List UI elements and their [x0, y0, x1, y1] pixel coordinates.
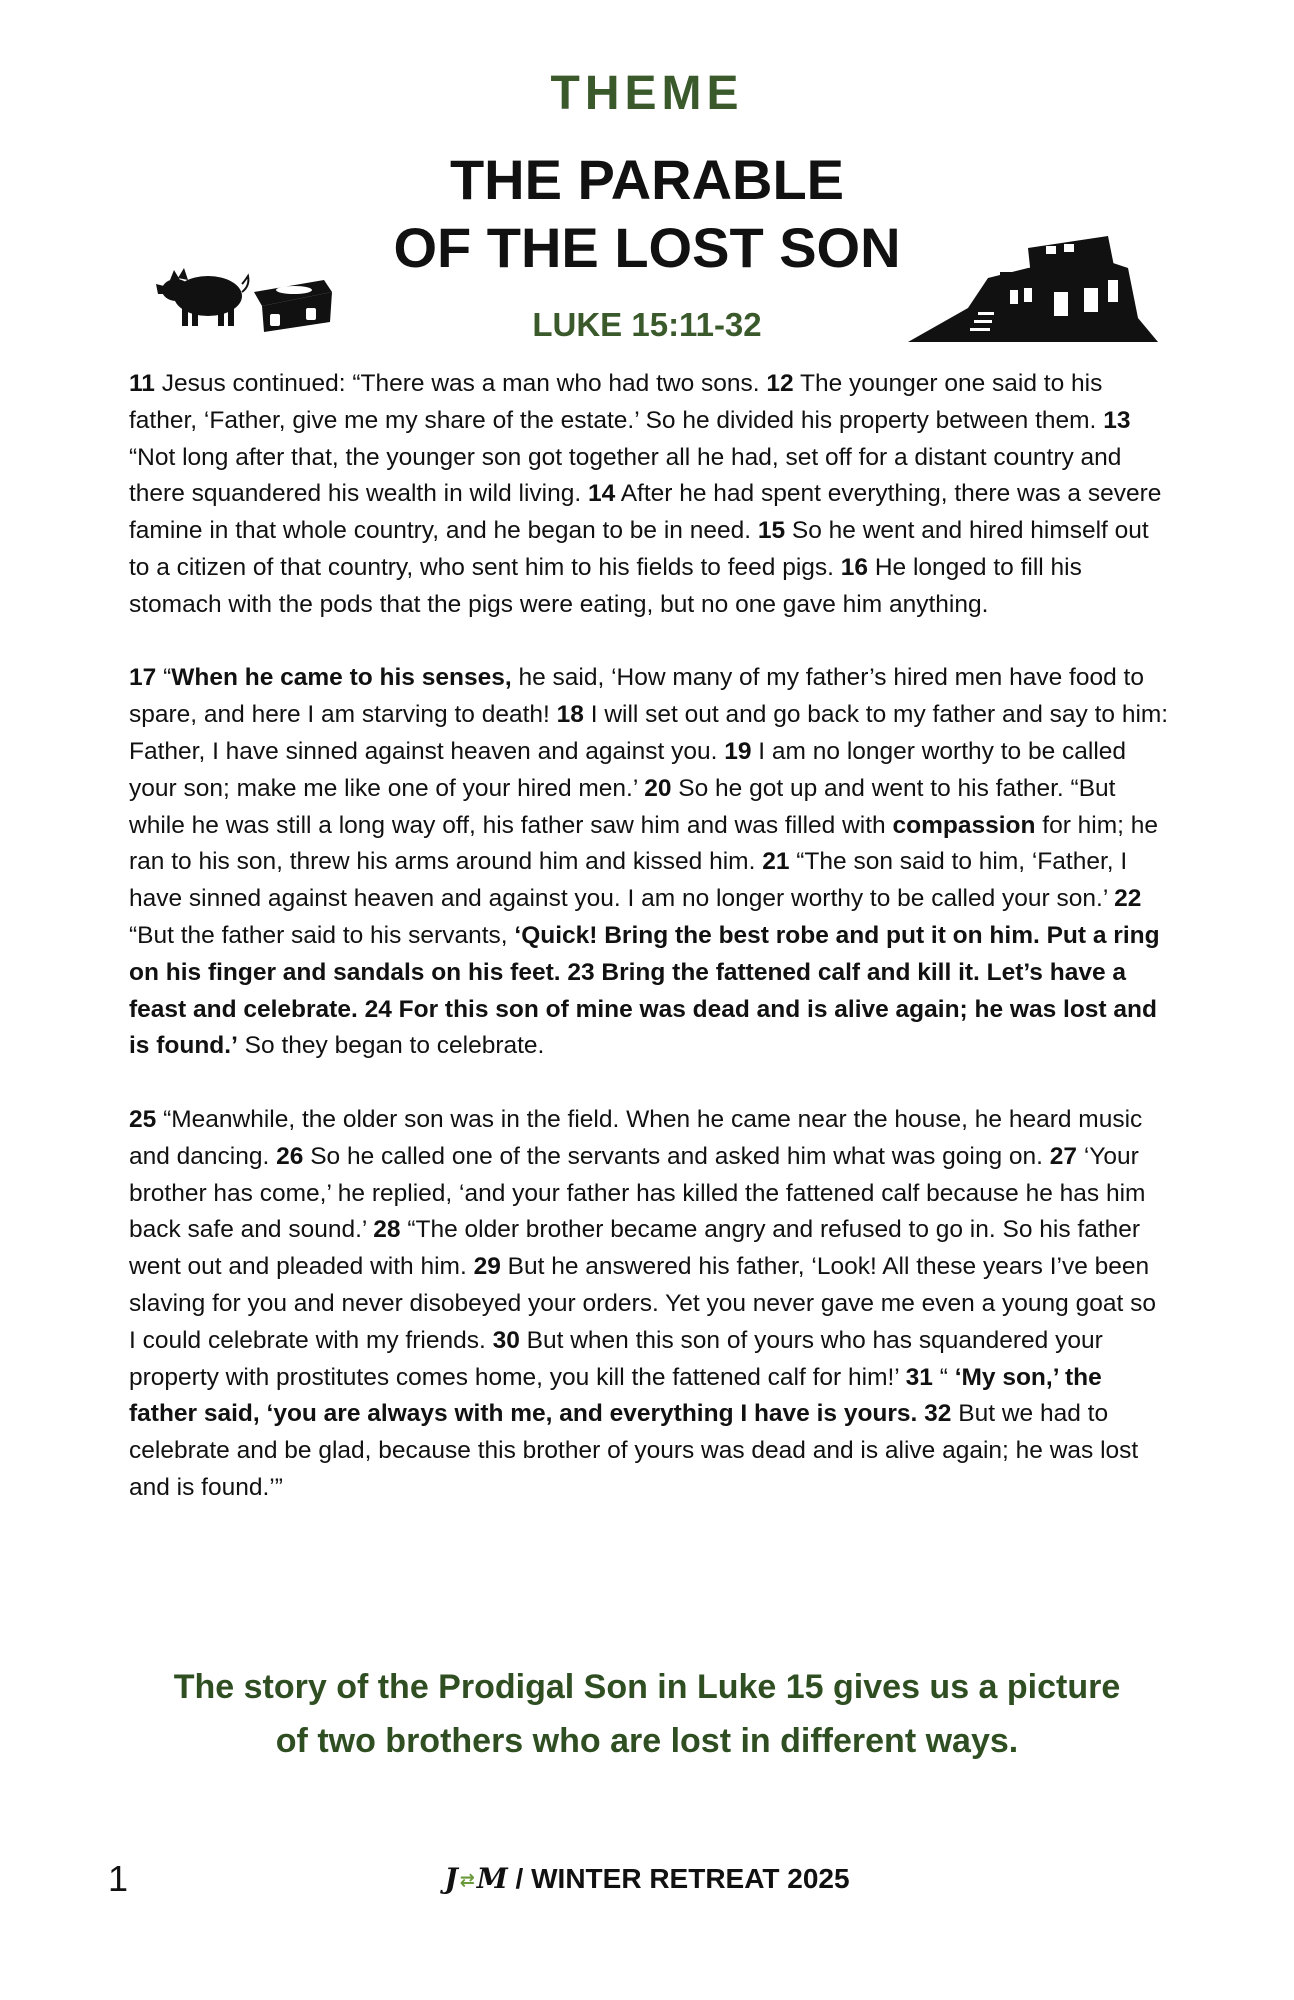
verse-text: The younger one said to his father, ‘Father, give me my share of the estate.’ So he divided his property between them. — [129, 370, 1104, 434]
verse-text: He longed to fill his stomach with the pods that the pigs were eating, but no one gave him anything. — [129, 553, 1082, 618]
verse-number: 30 — [492, 1326, 520, 1354]
verse-text: But we had to celebrate and be glad, because this brother of yours was dead and is alive again; he was lost and is found.’” — [129, 1400, 1139, 1501]
verse-text: So he got up and went to his father. “But while he was still a long way off, his father saw him and was filled with — [129, 774, 1116, 839]
verse-text: “The son said to him, ‘Father, I have sinned against heaven and against you. I am no longer worthy to be called your son.’ — [129, 848, 1128, 913]
title-line-2: OF THE LOST SON — [393, 216, 901, 279]
logo-m: M — [476, 1862, 508, 1895]
verse-number: 28 — [373, 1216, 401, 1244]
verse-number: 16 — [840, 553, 869, 581]
verse-number: 21 — [762, 848, 790, 876]
verse-text: But he answered his father, ‘Look! All these years I’ve been slaving for you and never disobeyed your orders. Yet you never gave me even a young goat so I could celebrate with my friends. — [129, 1253, 1156, 1354]
pig-and-trough-icon — [156, 262, 332, 332]
house-icon — [908, 228, 1158, 344]
emphasis-text: When he came to his senses, — [171, 664, 512, 692]
page-header — [0, 0, 1294, 360]
verse-text: ‘Your brother has come,’ he replied, ‘and your father has killed the fattened calf because he has him back safe and sound.’ — [129, 1142, 1146, 1244]
verse-number: 31 — [905, 1363, 933, 1391]
verse-text: So he called one of the servants and asked him what was going on. — [303, 1142, 1050, 1170]
page-footer — [0, 1862, 1294, 1895]
emphasis-text: compassion — [892, 811, 1036, 839]
verse-number: 12 — [766, 370, 794, 397]
verse-text: “ — [932, 1363, 955, 1391]
verse-text: I am no longer worthy to be called your son; make me like one of your hired men.’ — [129, 737, 1127, 802]
verse-number: 18 — [556, 701, 584, 729]
verse-number: 11 — [129, 370, 155, 397]
verse-text: So he went and hired himself out to a citizen of that country, who sent him to his fields to feed pigs. — [129, 517, 1149, 581]
verse-number: 29 — [473, 1253, 501, 1281]
scripture-text — [129, 366, 1169, 1544]
takeaway-line-2: of two brothers who are lost in different ways. — [275, 1722, 1019, 1760]
scripture-reference: LUKE 15:11-32 — [532, 306, 762, 343]
verse-text: I will set out and go back to my father and say to him: Father, I have sinned against heaven and against you. — [129, 701, 1169, 765]
key-takeaway — [110, 1660, 1184, 1768]
verse-text: he said, ‘How many of my father’s hired men have food to spare, and here I am starving to death! — [129, 664, 1144, 729]
theme-label: THEME — [550, 67, 744, 120]
verse-text: Jesus continued: “There was a man who had two sons. — [154, 370, 767, 397]
verse-number: 26 — [276, 1142, 304, 1170]
verse-text: for him; he ran to his son, threw his arms around him and kissed him. — [129, 811, 1159, 876]
scripture-paragraph-2 — [129, 660, 1169, 1065]
verse-text: “The older brother became angry and refused to go in. So his father went out and pleaded with him. — [129, 1216, 1141, 1281]
emphasis-text: ‘Quick! Bring the best robe and put it on him. Put a ring on his finger and sandals on his feet. 23 Bring the fattened calf and kill it. Let’s have a feast and celebrate. 24 For this son of mine was dead and is alive again; he was lost and is found.’ — [129, 921, 1160, 1060]
takeaway-line-1: The story of the Prodigal Son in Luke 15 gives us a picture — [173, 1668, 1121, 1706]
swap-arrows-icon: ⇄ — [459, 1870, 475, 1891]
verse-text: “ — [156, 664, 172, 692]
verse-number: 22 — [1114, 885, 1142, 913]
scripture-paragraph-1 — [129, 366, 1169, 624]
verse-number: 15 — [757, 517, 786, 545]
verse-number: 20 — [644, 774, 672, 802]
verse-text: “Meanwhile, the older son was in the field. When he came near the house, he heard music and dancing. — [129, 1105, 1143, 1170]
verse-number: 19 — [724, 737, 752, 765]
verse-text: “But the father said to his servants, — [129, 921, 515, 949]
verse-text: After he had spent everything, there was a severe famine in that whole country, and he began to be in need. — [129, 480, 1162, 545]
page-number: 1 — [108, 1858, 129, 1899]
emphasis-text: ‘My son,’ the father said, ‘you are always with me, and everything I have is yours. 32 — [129, 1363, 1102, 1428]
footer-text: / WINTER RETREAT 2025 — [507, 1863, 850, 1894]
verse-number: 25 — [129, 1105, 157, 1133]
verse-text: So they began to celebrate. — [237, 1032, 545, 1060]
verse-number: 17 — [129, 664, 157, 692]
title-line-1: THE PARABLE — [449, 148, 845, 211]
verse-text: “Not long after that, the younger son got together all he had, set off for a distant country and there squandered his wealth in wild living. — [129, 443, 1122, 508]
verse-number: 27 — [1049, 1142, 1078, 1170]
scripture-paragraph-3 — [129, 1102, 1169, 1507]
verse-number: 14 — [587, 480, 616, 508]
verse-number: 13 — [1103, 406, 1131, 434]
logo-j: J — [444, 1862, 458, 1895]
verse-text: But when this son of yours who has squandered your property with prostitutes comes home, you kill the fattened calf for him!’ — [129, 1326, 1103, 1391]
